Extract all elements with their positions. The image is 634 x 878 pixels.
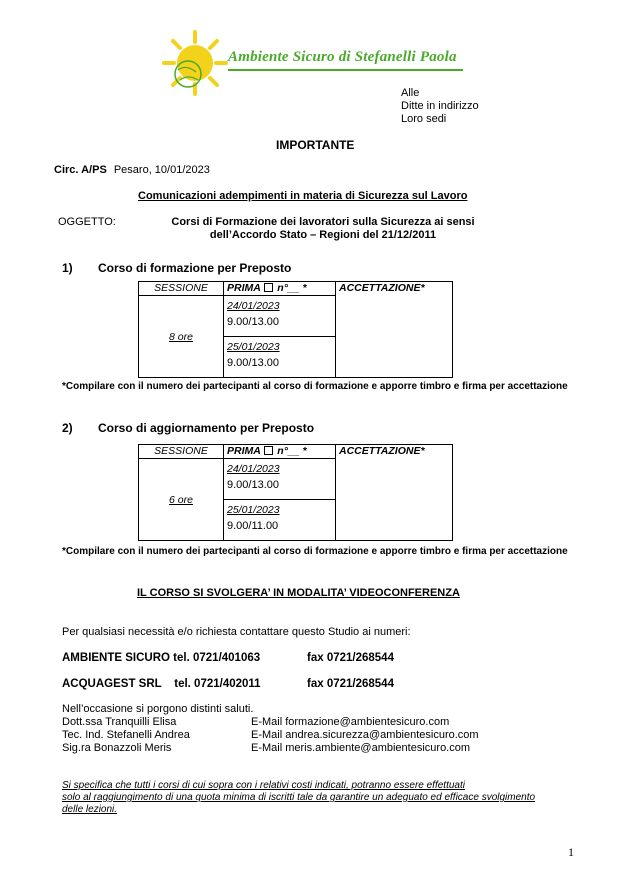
- header-accettazione: ACCETTAZIONE*: [336, 445, 453, 541]
- brand-name: Ambiente Sicuro di Stefanelli Paola: [228, 49, 457, 65]
- signatory-emails: [251, 716, 479, 755]
- section-title: Corso di aggiornamento per Preposto: [98, 421, 315, 435]
- page-number: 1: [568, 845, 574, 859]
- oggetto-text: [149, 216, 497, 242]
- brand-underline: [228, 69, 463, 71]
- signatory-names: [62, 716, 190, 755]
- oggetto-line: dell’Accordo Stato – Regioni del 21/12/2011: [209, 229, 437, 241]
- header-accettazione: ACCETTAZIONE*: [336, 282, 453, 378]
- subject-heading: Comunicazioni adempimenti in materia di Sicurezza sul Lavoro: [138, 190, 468, 202]
- schedule-table: [138, 444, 453, 541]
- course-date: 24/01/2023: [227, 463, 280, 475]
- session-duration: 8 ore: [139, 296, 224, 378]
- video-notice: IL CORSO SI SVOLGERA’ IN MODALITA’ VIDEOCONFERENZA: [137, 587, 460, 599]
- signatory-email: E-Mail formazione@ambientesicuro.com: [251, 716, 450, 728]
- signatory-name: Tec. Ind. Stefanelli Andrea: [62, 729, 190, 741]
- recipient-line: Ditte in indirizzo: [401, 100, 479, 112]
- sun-globe-logo-icon: [162, 30, 228, 96]
- contact-name: AMBIENTE SICURO tel. 0721/401063: [62, 652, 261, 664]
- page-title: IMPORTANTE: [276, 138, 355, 152]
- oggetto-label: OGGETTO:: [58, 216, 116, 228]
- circ-date: Pesaro, 10/01/2023: [113, 164, 210, 176]
- course-time: 9.00/13.00: [227, 316, 279, 328]
- checkbox-square-icon: [264, 446, 273, 455]
- circ-line: [54, 164, 210, 176]
- course-date: 25/01/2023: [227, 504, 280, 516]
- greeting: Nell’occasione si porgono distinti saluti.: [62, 703, 254, 715]
- contact-name: ACQUAGEST SRL tel. 0721/402011: [62, 678, 261, 690]
- date-cell: [224, 459, 336, 500]
- oggetto-line: Corsi di Formazione dei lavoratori sulla Sicurezza ai sensi: [171, 216, 475, 228]
- contact-fax: fax 0721/268544: [307, 678, 394, 690]
- compile-note: *Compilare con il numero dei partecipanti al corso di formazione e apporre timbro e firma per accettazione: [62, 381, 568, 392]
- contact-fax: fax 0721/268544: [307, 652, 394, 664]
- header-prima: PRIMA n°__ *: [224, 445, 336, 459]
- footnote-line: Si specifica che tutti i corsi di cui sopra con i relativi costi indicati, potranno essere effettuati: [62, 780, 465, 791]
- date-cell: [224, 500, 336, 541]
- recipient-block: [401, 87, 479, 126]
- date-cell: [224, 296, 336, 337]
- session-duration: 6 ore: [139, 459, 224, 541]
- recipient-line: Loro sedi: [401, 113, 447, 125]
- signatory-name: Dott.ssa Tranquilli Elisa: [62, 716, 177, 728]
- date-cell: [224, 337, 336, 378]
- footnote-line: delle lezioni.: [62, 804, 118, 815]
- recipient-line: Alle: [401, 87, 420, 99]
- section-number: 2): [62, 421, 73, 435]
- footnote: [62, 780, 582, 816]
- course-time: 9.00/13.00: [227, 479, 279, 491]
- course-time: 9.00/11.00: [227, 520, 279, 532]
- circ-code: Circ. A/PS: [54, 164, 107, 176]
- signatory-name: Sig.ra Bonazzoli Meris: [62, 742, 172, 754]
- course-date: 25/01/2023: [227, 341, 280, 353]
- header-session: SESSIONE: [139, 282, 224, 296]
- footnote-line: solo al raggiungimento di una quota minima di iscritti tale da garantire un adeguato ed efficace svolgimento: [62, 792, 536, 803]
- header-session: SESSIONE: [139, 445, 224, 459]
- checkbox-square-icon: [264, 283, 273, 292]
- contact-intro: Per qualsiasi necessità e/o richiesta contattare questo Studio ai numeri:: [62, 626, 411, 638]
- section-number: 1): [62, 261, 73, 275]
- signatory-email: E-Mail andrea.sicurezza@ambientesicuro.com: [251, 729, 479, 741]
- course-time: 9.00/13.00: [227, 357, 279, 369]
- schedule-table: [138, 281, 453, 378]
- course-date: 24/01/2023: [227, 300, 280, 312]
- section-title: Corso di formazione per Preposto: [98, 261, 292, 275]
- compile-note: *Compilare con il numero dei partecipanti al corso di formazione e apporre timbro e firma per accettazione: [62, 546, 568, 557]
- signatory-email: E-Mail meris.ambiente@ambientesicuro.com: [251, 742, 471, 754]
- header-prima: PRIMA n°__ *: [224, 282, 336, 296]
